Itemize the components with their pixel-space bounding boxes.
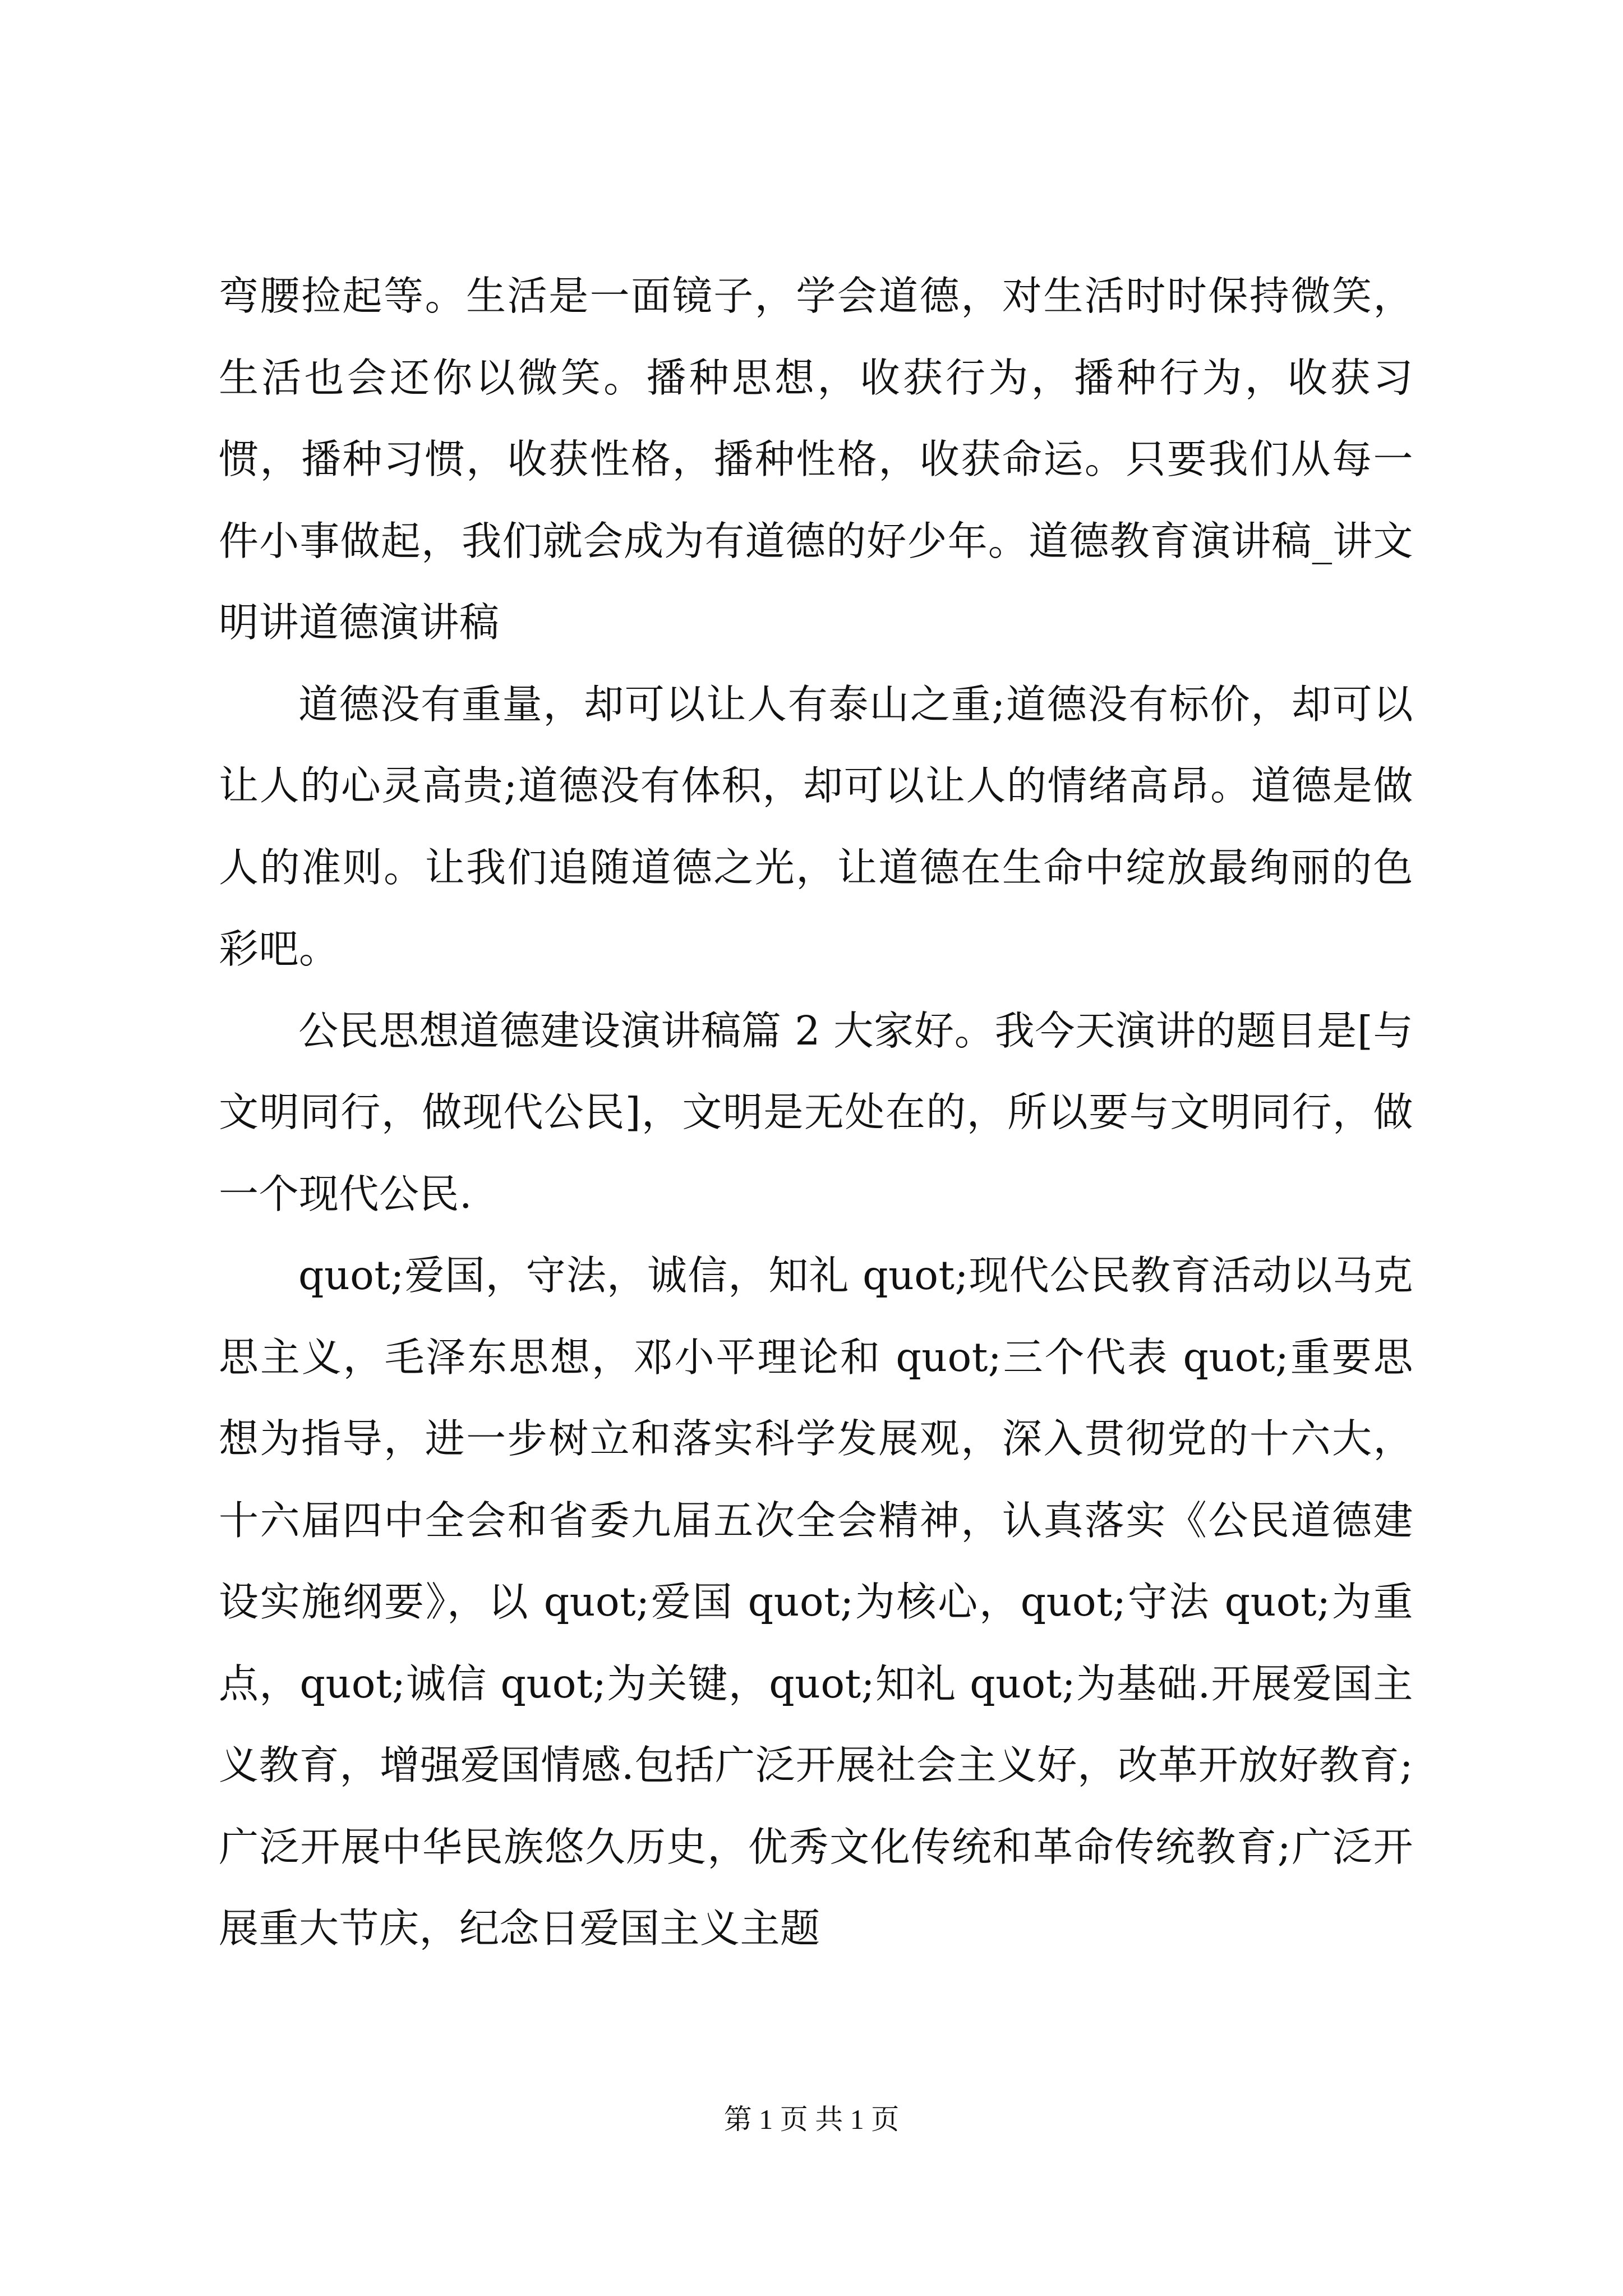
page-footer: 第 1 页 共 1 页 — [723, 2104, 900, 2135]
paragraph-3: 公民思想道德建设演讲稿篇 2 大家好。我今天演讲的题目是[与文明同行，做现代公民]，文明是无处在的，所以要与文明同行，做一个现代公民. — [219, 1007, 1413, 1217]
paragraph-2: 道德没有重量，却可以让人有泰山之重;道德没有标价，却可以让人的心灵高贵;道德没有体积，却可以让人的情绪高昂。道德是做人的准则。让我们追随道德之光，让道德在生命中绽放最绚丽的色彩吧。 — [219, 680, 1413, 972]
paragraph-1: 弯腰捡起等。生活是一面镜子，学会道德，对生活时时保持微笑，生活也会还你以微笑。播种思想，收获行为，播种行为，收获习惯，播种习惯，收获性格，播种性格，收获命运。只要我们从每一件小事做起，我们就会成为有道德的好少年。道德教育演讲稿_讲文明讲道德演讲稿 — [219, 273, 1413, 646]
paragraph-4: quot;爱国，守法，诚信，知礼 quot;现代公民教育活动以马克思主义，毛泽东思想，邓小平理论和 quot;三个代表 quot;重要思想为指导，进一步树立和落实科学发展观，深入贯彻党的十六大，十六届四中全会和省委九届五次全会精神，认真落实《公民道德建设实施纲要》，以 quot;爱国 quot;为核心，quot;守法 quot;为重点，quot;诚信 quot;为关键，quot;知礼 quot;为基础.开展爱国主义教育，增强爱国情感.包括广泛开展社会主义好，改革开放好教育;广泛开展中华民族悠久历史，优秀文化传统和革命传统教育;广泛开展重大节庆，纪念日爱国主义主题 — [219, 1252, 1413, 1952]
document-body — [219, 255, 1413, 1970]
